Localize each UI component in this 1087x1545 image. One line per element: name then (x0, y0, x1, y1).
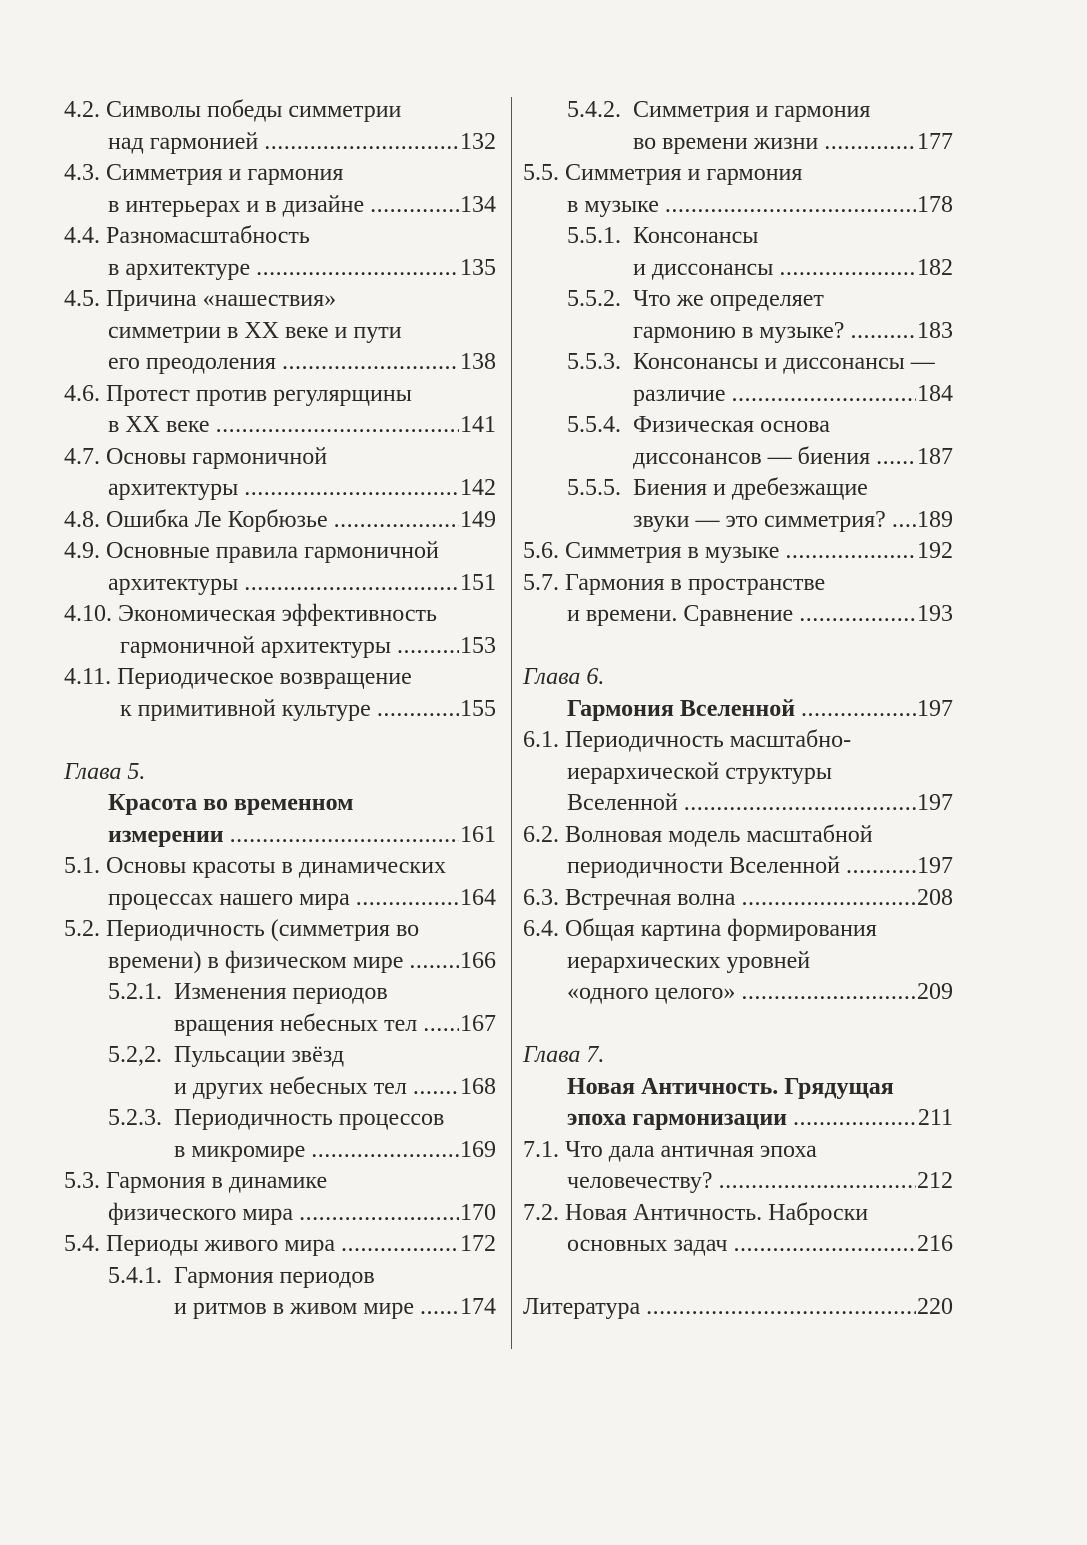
toc-line: 5.6. Симметрия в музыке ..... 192 (523, 535, 953, 567)
toc-line: 5.2,2. Пульсации звёзд (108, 1042, 345, 1068)
page-number: 170 (460, 1200, 496, 1226)
toc-line: архитектуры ..... 142 (64, 472, 496, 504)
toc-line: в микромире ..... 169 (64, 1134, 496, 1166)
chapter-title: эпоха гармонизации ..... 211 (523, 1102, 953, 1134)
toc-line: симметрии в XX веке и пути (108, 318, 402, 344)
page-number: 172 (460, 1231, 496, 1257)
toc-line: различие ..... 184 (523, 378, 953, 410)
toc-line: 4.7. Основы гармоничной (64, 444, 328, 470)
toc-line: 5.7. Гармония в пространстве (523, 570, 826, 596)
toc-line: 4.10. Экономическая эффективность (64, 601, 437, 627)
toc-line: в XX веке ..... 141 (64, 409, 496, 441)
toc-line: 5.2.1. Изменения периодов (108, 979, 388, 1005)
chapter-title: Новая Античность. Грядущая (567, 1074, 894, 1100)
toc-line: 5.2.3. Периодичность процессов (108, 1105, 445, 1131)
page-number: 132 (460, 129, 496, 155)
toc-line: иерархической структуры (567, 759, 833, 785)
toc-line: 6.3. Встречная волна ..... 208 (523, 882, 953, 914)
toc-line: гармонию в музыке? ..... 183 (523, 315, 953, 347)
toc-line: «одного целого» ..... 209 (523, 976, 953, 1008)
page-number: 164 (460, 885, 496, 911)
toc-line: основных задач ..... 216 (523, 1228, 953, 1260)
page-number: 178 (917, 192, 953, 218)
page-number: 209 (917, 979, 953, 1005)
page-number: 174 (460, 1294, 496, 1320)
toc-line: 5.4. Периоды живого мира ..... 172 (64, 1228, 496, 1260)
toc-line: 5.4.2. Симметрия и гармония (567, 97, 871, 123)
toc-line: 5.5.2. Что же определяет (567, 286, 824, 312)
toc-line: гармоничной архитектуры ..... 153 (64, 630, 496, 662)
toc-line: 7.1. Что дала античная эпоха (523, 1137, 817, 1163)
page-number: 166 (460, 948, 496, 974)
toc-line: 5.5.4. Физическая основа (567, 412, 830, 438)
toc-line: и времени. Сравнение ..... 193 (523, 598, 953, 630)
toc-line: 5.4.1. Гармония периодов (108, 1263, 375, 1289)
page-number: 177 (917, 129, 953, 155)
toc-line: 5.1. Основы красоты в динамических (64, 853, 446, 879)
toc-line: и ритмов в живом мире ..... 174 (64, 1291, 496, 1323)
page-number: 168 (460, 1074, 496, 1100)
toc-line: Вселенной ..... 197 (523, 787, 953, 819)
toc-line: 4.6. Протест против регулярщины (64, 381, 412, 407)
toc-line: в интерьерах и в дизайне ..... 134 (64, 189, 496, 221)
toc-line: физического мира ..... 170 (64, 1197, 496, 1229)
toc-line: 5.2. Периодичность (симметрия во (64, 916, 420, 942)
page-number: 193 (917, 601, 953, 627)
toc-line: к примитивной культуре ..... 155 (64, 693, 496, 725)
page-number: 208 (917, 885, 953, 911)
page-number: 149 (460, 507, 496, 533)
toc-line: 5.5.1. Консонансы (567, 223, 759, 249)
toc-line: 5.5. Симметрия и гармония (523, 160, 803, 186)
page-number: 142 (460, 475, 496, 501)
page-number: 134 (460, 192, 496, 218)
page-number: 192 (917, 538, 953, 564)
chapter-title: Красота во временном (108, 790, 354, 816)
toc-line: периодичности Вселенной ..... 197 (523, 850, 953, 882)
page-number: 216 (917, 1231, 953, 1257)
toc-line: 6.4. Общая картина формирования (523, 916, 877, 942)
toc-line: иерархических уровней (567, 948, 811, 974)
toc-line: 4.4. Разномасштабность (64, 223, 310, 249)
page-number: 153 (460, 633, 496, 659)
page-number: 183 (917, 318, 953, 344)
toc-line: человечеству? ..... 212 (523, 1165, 953, 1197)
toc-line: 4.11. Периодическое возвращение (64, 664, 412, 690)
chapter-label: Глава 5. (64, 759, 146, 785)
toc-line: архитектуры ..... 151 (64, 567, 496, 599)
page-number: 141 (460, 412, 496, 438)
toc-line: 4.2. Символы победы симметрии (64, 97, 402, 123)
column-divider (511, 97, 512, 1349)
toc-line: 4.3. Симметрия и гармония (64, 160, 344, 186)
page-number: 197 (917, 853, 953, 879)
toc-line: и диссонансы ..... 182 (523, 252, 953, 284)
page-number: 197 (917, 696, 953, 722)
toc-line: и других небесных тел ..... 168 (64, 1071, 496, 1103)
chapter-label: Глава 7. (523, 1042, 605, 1068)
toc-line: в музыке ..... 178 (523, 189, 953, 221)
toc-line: 4.8. Ошибка Ле Корбюзье ..... 149 (64, 504, 496, 536)
toc-line: звуки — это симметрия? ..... 189 (523, 504, 953, 536)
toc-line: диссонансов — биения ..... 187 (523, 441, 953, 473)
toc-line: над гармонией ..... 132 (64, 126, 496, 158)
page-number: 161 (460, 822, 496, 848)
toc-line: вращения небесных тел ..... 167 (64, 1008, 496, 1040)
page-number: 155 (460, 696, 496, 722)
chapter-title: измерении ..... 161 (64, 819, 496, 851)
chapter-title: Гармония Вселенной ..... 197 (523, 693, 953, 725)
page-number: 212 (917, 1168, 953, 1194)
page-number: 135 (460, 255, 496, 281)
toc-line: в архитектуре ..... 135 (64, 252, 496, 284)
page-number: 187 (917, 444, 953, 470)
page-number: 151 (460, 570, 496, 596)
toc-line: 4.9. Основные правила гармоничной (64, 538, 439, 564)
page-number: 184 (917, 381, 953, 407)
page-number: 138 (460, 349, 496, 375)
toc-line: 4.5. Причина «нашествия» (64, 286, 337, 312)
toc-line: его преодоления ..... 138 (64, 346, 496, 378)
page-number: 211 (917, 1105, 953, 1131)
toc-line: времени) в физическом мире ..... 166 (64, 945, 496, 977)
toc-line: 5.3. Гармония в динамике (64, 1168, 328, 1194)
toc-line: 6.1. Периодичность масштабно- (523, 727, 852, 753)
toc-line: Литература ..... 220 (523, 1291, 953, 1323)
page-number: 220 (917, 1294, 953, 1320)
toc-line: 6.2. Волновая модель масштабной (523, 822, 873, 848)
page-number: 167 (460, 1011, 496, 1037)
page-number: 182 (917, 255, 953, 281)
page-number: 189 (917, 507, 953, 533)
chapter-label: Глава 6. (523, 664, 605, 690)
toc-line: 5.5.5. Биения и дребезжащие (567, 475, 868, 501)
toc-line: во времени жизни ..... 177 (523, 126, 953, 158)
toc-line: 7.2. Новая Античность. Наброски (523, 1200, 869, 1226)
toc-line: 5.5.3. Консонансы и диссонансы — (567, 349, 935, 375)
toc-line: процессах нашего мира ..... 164 (64, 882, 496, 914)
page-number: 169 (460, 1137, 496, 1163)
page-number: 197 (917, 790, 953, 816)
